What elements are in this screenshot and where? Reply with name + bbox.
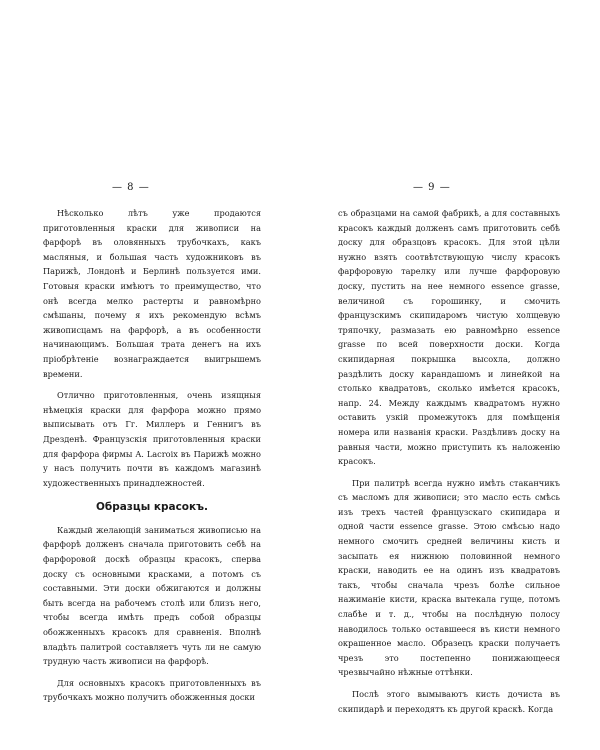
section-heading: Образцы красокъ. [95, 501, 209, 514]
text-column [43, 206, 261, 712]
paragraph: Каждый желающій заниматься живописью на фарфорѣ долженъ сначала приготовить себѣ на фарфоровой доскѣ образцы красокъ, сперва доску съ основными красками, а потомъ съ составными. Эти доски обжигаются и должны быть всегда на рабочемъ столѣ или близъ него, чтобы всегда имѣть предъ собой образцы обожженныхъ красокъ для сравненія. Вполнѣ владѣть палитрой составляетъ чуть ли не самую трудную часть живописи на фарфорѣ. [43, 524, 261, 667]
paragraph: Послѣ этого вымываютъ кисть дочиста въ скипидарѣ и переходятъ къ другой краскѣ. Когда [338, 689, 560, 714]
page-number: — 8 — [112, 182, 150, 193]
paragraph: Нѣсколько лѣтъ уже продаются приготовленныя краски для живописи на фарфорѣ въ оловянныхъ трубочкахъ, какъ масляныя, и большая часть художниковъ въ Парижѣ, Лондонѣ и Берлинѣ пользуется ими. Готовыя краски имѣютъ то преимущество, что онѣ всегда мелко растерты и равномѣрно смѣшаны, почему я ихъ рекомендую всѣмъ живописцамъ на фарфорѣ, а въ особенности начинающимъ. Большая трата денегъ на ихъ пріобрѣтеніе вознаграждается выигрышемъ времени. [43, 208, 261, 379]
paragraph: При палитрѣ всегда нужно имѣть стаканчикъ съ масломъ для живописи; это масло есть смѣсь изъ трехъ частей французскаго скипидара и одной части essence grasse. Этою смѣсью надо немного смочить средней величины кисть и засыпать ея нижнюю половинной немного краски, наводить ее на одинъ изъ квадратовъ такъ, чтобы сначала чрезъ болѣе сильное нажиманіе кисти, краска вытекала гуще, потомъ слабѣе и т. д., чтобы на послѣдную полосу наводилось только оставшееся въ кисти немного окрашенное масло. Образецъ краски получаетъ чрезъ это постепенно понижающееся чрезвычайно нѣжные оттѣнки. [338, 477, 560, 678]
right-page [300, 0, 600, 750]
text-column [338, 206, 560, 723]
paragraph: Для основныхъ красокъ приготовленныхъ въ трубочкахъ можно получить обожженныя доски [43, 677, 261, 703]
page-number: — 9 — [413, 182, 451, 193]
paragraph: Отлично приготовленныя, очень изящныя нѣмецкія краски для фарфора можно прямо выписывать отъ Гг. Миллеръ и Геннигъ въ Дрезденѣ. Французскія приготовленныя краски для фарфора фирмы A. Lacroix въ Парижѣ можно у насъ получить почти въ каждомъ магазинѣ художественныхъ принадлежностей. [43, 390, 261, 488]
paragraph: съ образцами на самой фабрикѣ, а для составныхъ красокъ каждый долженъ самъ приготовить себѣ доску для образцовъ красокъ. Для этой цѣли нужно взять соотвѣтствующую числу красокъ фарфоровую тарелку или лучше фарфоровую доску, пустить на нее немного essence grasse, величиной съ горошинку, и смочить французскимъ скипидаромъ чистую холщевую тряпочку, размазать ею равномѣрно essence grasse по всей поверхности доски. Когда скипидарная покрышка высохла, должно раздѣлить доску карандашомъ и линейкой на столько квадратовъ, сколько имѣется красокъ, напр. 24. Между каждымъ квадратомъ нужно оставить узкій промежутокъ для помѣщенія номера или названія краски. Раздѣливъ доску на равныя части, можно приступить къ наложенію красокъ. [338, 208, 560, 467]
